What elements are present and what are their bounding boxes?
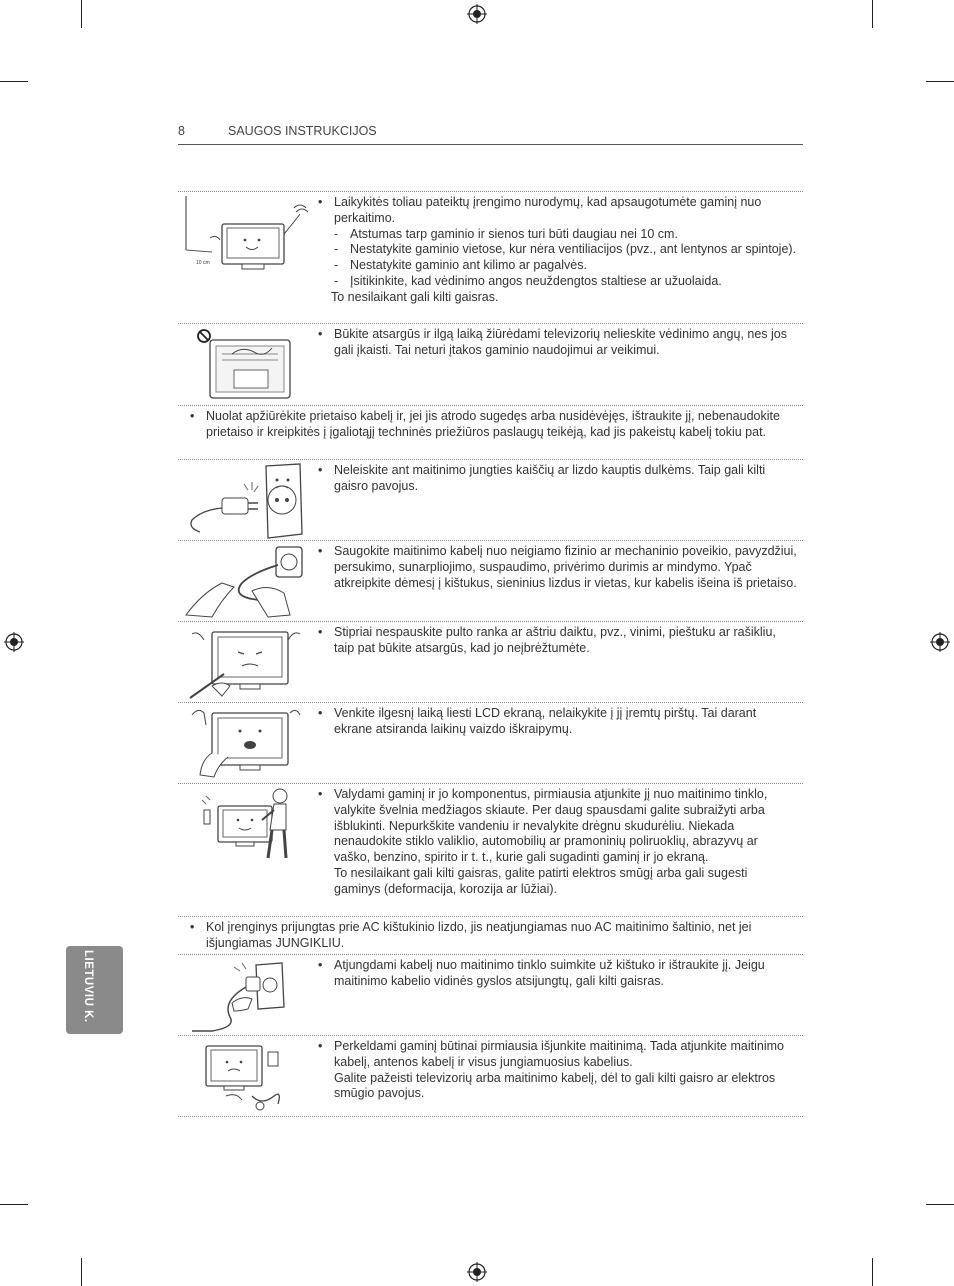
cable-twisting-illustration xyxy=(178,541,318,621)
instruction-row xyxy=(178,783,803,916)
instruction-bullet: Valydami gaminį ir jo komponentus, pirmiausia atjunkite jį nuo maitinimo tinklo, valykite švelnia medžiagos skiaute. Per daug spausdami galite subraižyti arba išblukinti. Nepurkškite vandeniu ir nevalykite drėgnu skudurėliu. Niekada nenaudokite stiklo valiklio, automobilių ar pramoninių poliruoklių, abrazyvų ar vaško, benzino, spirito ir t. t., kurie gali sugadinti gaminį ir jo ekraną. xyxy=(334,787,768,865)
safety-instructions-list xyxy=(178,191,803,1117)
instruction-bullet: Atjungdami kabelį nuo maitinimo tinklo suimkite už kištuko ir ištraukite jį. Jeigu maitinimo kabelio vidinės gyslos atsijungtų, gali kilti gaisras. xyxy=(334,958,765,988)
page-header xyxy=(178,122,803,145)
dash-marker: - xyxy=(334,226,339,241)
crop-mark xyxy=(872,1258,873,1286)
bullet-marker: • xyxy=(318,706,323,720)
bullet-marker: • xyxy=(318,1039,323,1053)
crop-mark xyxy=(0,1204,28,1205)
instruction-text xyxy=(318,622,803,702)
instruction-subitem: Įsitikinkite, kad vėdinimo angos neuždengtos staltiese ar užuolaida. xyxy=(350,273,722,288)
dash-marker: - xyxy=(334,273,339,288)
language-side-tab xyxy=(66,946,123,1034)
registration-mark-icon xyxy=(467,1262,487,1282)
crop-mark xyxy=(81,1258,82,1286)
bullet-marker: • xyxy=(190,409,195,423)
instruction-bullet: Perkeldami gaminį būtinai pirmiausia išjunkite maitinimą. Tada atjunkite maitinimo kabelį, antenos kabelį ir visus jungiamuosius kabelius. xyxy=(334,1039,784,1069)
instruction-row xyxy=(178,540,803,621)
instruction-bullet: Nuolat apžiūrėkite prietaiso kabelį ir, jei jis atrodo sugedęs arba nusidėvėjęs, ištraukite jį, nebenaudokite prietaiso ir kreipkitės į įgaliotąjį techninės priežiūros paslaugų teikėją, kad jis pakeistų kabelį tokiu pat. xyxy=(206,409,780,439)
instruction-note: To nesilaikant gali kilti gaisras. xyxy=(331,289,499,304)
instruction-subitem: Atstumas tarp gaminio ir sienos turi būti daugiau nei 10 cm. xyxy=(350,226,678,241)
unplugging-cable-illustration xyxy=(178,955,318,1035)
instruction-bullet: Saugokite maitinimo kabelį nuo neigiamo fizinio ar mechaninio poveikio, pavyzdžiui, persukimo, sunarpliojimo, suspaudimo, privėrimo durimis ar mindymo. Ypač atkreipkite dėmesį į kištukus, sieninius lizdus ir vietas, kur kabelis išeina iš prietaiso. xyxy=(334,544,797,590)
instruction-text xyxy=(318,703,803,783)
instruction-bullet: Kol įrenginys prijungtas prie AC kištukinio lizdo, jis neatjungiamas nuo AC maitinimo šaltinio, net jei išjungiamas JUNGIKLIU. xyxy=(206,920,752,950)
crop-mark xyxy=(926,1204,954,1205)
instruction-row xyxy=(178,621,803,702)
bullet-marker: • xyxy=(318,958,323,972)
instruction-text xyxy=(178,917,803,954)
instruction-note: To nesilaikant gali kilti gaisras, galite patirti elektros smūgį arba gali sugesti gaminys (deformacija, korozija ar lūžiai). xyxy=(334,865,748,896)
instruction-text xyxy=(318,460,803,540)
crop-mark xyxy=(81,0,82,28)
instruction-text xyxy=(318,192,803,323)
instruction-row xyxy=(178,405,803,459)
instruction-row xyxy=(178,1035,803,1117)
instruction-text xyxy=(318,955,803,1035)
registration-mark-icon xyxy=(467,4,487,24)
section-title: SAUGOS INSTRUKCIJOS xyxy=(228,124,377,138)
bullet-marker: • xyxy=(318,544,323,558)
instruction-bullet: Būkite atsargūs ir ilgą laiką žiūrėdami televizorių nelieskite vėdinimo angų, nes jos gali įkaisti. Tai neturi įtakos gaminio naudojimui ar veikimui. xyxy=(334,327,788,357)
crop-mark xyxy=(872,0,873,28)
tv-screen-touch-illustration xyxy=(178,703,318,783)
instruction-text xyxy=(318,1036,803,1116)
instruction-text xyxy=(318,784,803,916)
instruction-row xyxy=(178,459,803,540)
instruction-bullet: Neleiskite ant maitinimo jungties kaiščių ar lizdo kauptis dulkėms. Taip gali kilti gaisro pavojus. xyxy=(334,463,766,493)
page-number: 8 xyxy=(178,124,185,138)
tv-back-vents-illustration xyxy=(178,324,318,405)
tv-scratch-warning-illustration xyxy=(178,622,318,702)
bullet-marker: • xyxy=(318,463,323,477)
instruction-bullet: Stipriai nespauskite pulto ranka ar aštriu daiktu, pvz., vinimi, pieštuku ar rašikliu, taip pat būkite atsargūs, kad jo neįbrėžtumėte. xyxy=(334,625,776,655)
bullet-marker: • xyxy=(190,920,195,934)
bullet-marker: • xyxy=(318,625,323,639)
instruction-subitem: Nestatykite gaminio ant kilimo ar pagalvės. xyxy=(350,258,587,273)
instruction-row xyxy=(178,916,803,954)
instruction-text xyxy=(318,541,803,621)
instruction-subitem: Nestatykite gaminio vietose, kur nėra ventiliacijos (pvz., ant lentynos ar spintoje). xyxy=(350,242,797,257)
instruction-text xyxy=(178,406,803,459)
registration-mark-icon xyxy=(930,632,950,652)
tv-cleaning-illustration xyxy=(178,784,318,916)
language-tab-label: LIETUVIU K. xyxy=(82,950,94,1023)
crop-mark xyxy=(926,81,954,82)
instruction-row xyxy=(178,323,803,405)
bullet-marker: • xyxy=(318,787,323,801)
plug-socket-dust-illustration xyxy=(178,460,318,540)
crop-mark xyxy=(0,81,28,82)
instruction-bullet: Venkite ilgesnį laiką liesti LCD ekraną, nelaikykite į jį įremtų pirštų. Tai darant ekrane atsiranda laikinų vaizdo iškraipymų. xyxy=(334,706,757,736)
instruction-row xyxy=(178,954,803,1035)
instruction-note: Galite pažeisti televizorių arba maitinimo kabelį, dėl to gali kilti gaisro ar elektros smūgio pavojus. xyxy=(334,1070,776,1101)
bullet-marker: • xyxy=(318,195,323,209)
instruction-text xyxy=(318,324,803,405)
instruction-bullet: Laikykitės toliau pateiktų įrengimo nurodymų, kad apsaugotumėte gaminį nuo perkaitimo. xyxy=(334,195,762,225)
dash-marker: - xyxy=(334,258,339,273)
disconnect-cables-illustration xyxy=(178,1036,318,1116)
instruction-row xyxy=(178,191,803,323)
dash-marker: - xyxy=(334,242,339,257)
bullet-marker: • xyxy=(318,327,323,341)
tv-wall-distance-illustration xyxy=(178,192,318,323)
instruction-row xyxy=(178,702,803,783)
registration-mark-icon xyxy=(4,632,24,652)
distance-label: 10 cm xyxy=(196,260,210,266)
